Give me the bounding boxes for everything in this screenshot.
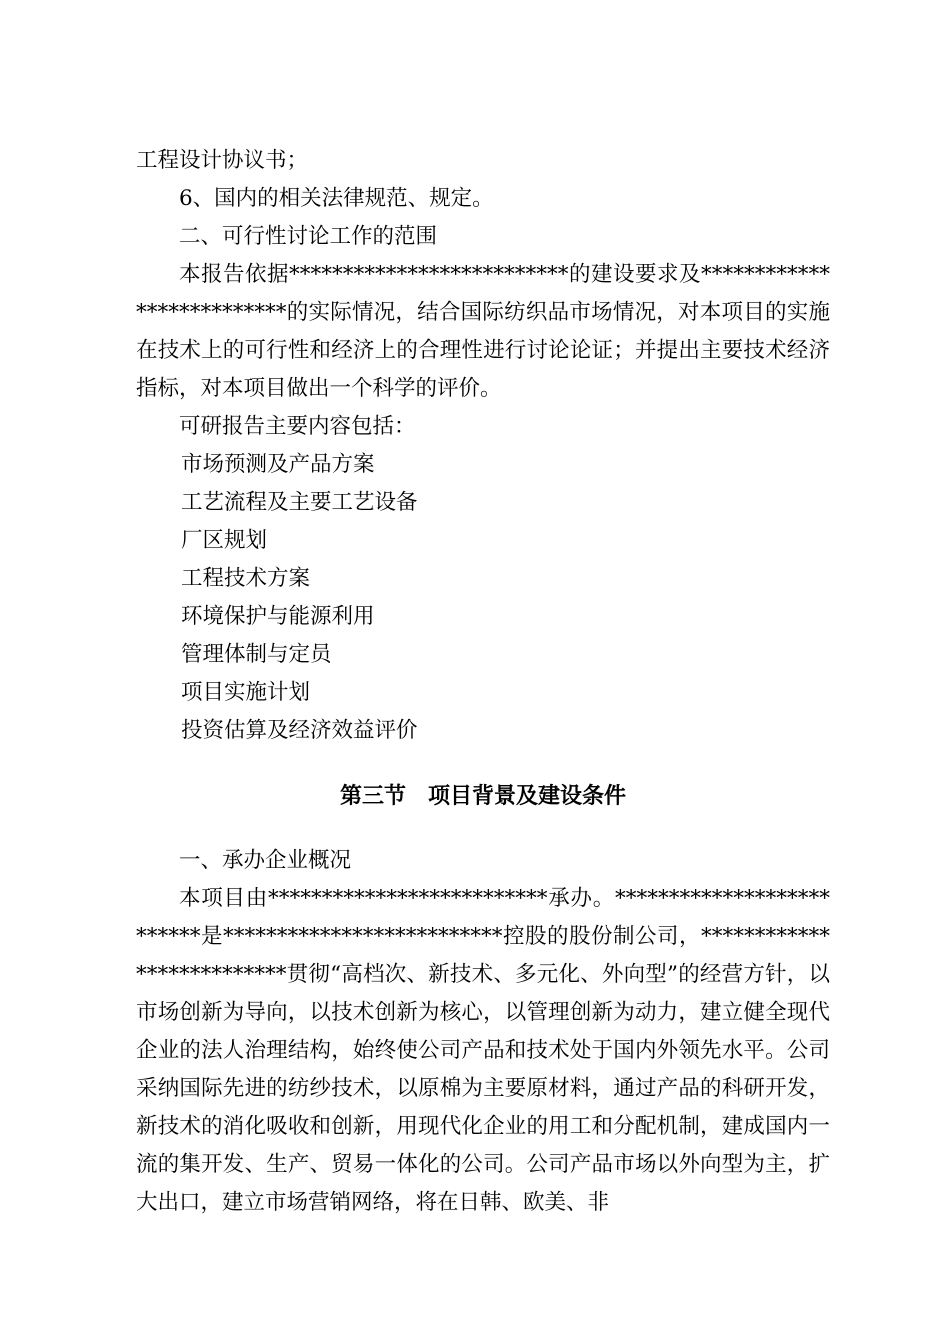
list-item-regulations: 6、国内的相关法律规范、规定。 <box>179 186 494 211</box>
section-title: 第三节 项目背景及建设条件 <box>339 784 626 809</box>
paragraph-report-basis: 本报告依据**************************的建设要求及**************************的实际情况，结合国际纺织品市场情况，对本项目的实施在技术上的可行性和经济上的合理性进行讨论论证；并提出主要技术经济指标，对本项目做出一个科学的评价。 <box>136 262 830 401</box>
contents-item-schedule: 项目实施计划 <box>181 680 311 705</box>
contents-item-management: 管理体制与定员 <box>181 642 332 667</box>
contents-item-market: 市场预测及产品方案 <box>181 452 375 477</box>
document-body <box>136 142 830 1222</box>
subheading-company-overview: 一、承办企业概况 <box>179 848 352 873</box>
contents-item-plant-layout: 厂区规划 <box>181 528 268 553</box>
contents-item-process: 工艺流程及主要工艺设备 <box>181 490 418 515</box>
contents-item-environment: 环境保护与能源利用 <box>181 604 375 629</box>
contents-item-engineering: 工程技术方案 <box>181 566 311 591</box>
subheading-scope: 二、可行性讨论工作的范围 <box>179 224 438 249</box>
text-line-continuation: 工程设计协议书； <box>136 148 309 173</box>
contents-item-investment: 投资估算及经济效益评价 <box>181 718 418 743</box>
paragraph-contents-intro: 可研报告主要内容包括： <box>179 414 416 439</box>
paragraph-company-description: 本项目由**************************承办。**************************是**************************控股的股份制公司，**************************贯彻“高档次、新技术、多元化、外向型”的经营方针，以市场创新为导向，以技术创新为核心，以管理创新为动力，建立健全现代企业的法人治理结构，始终使公司产品和技术处于国内外领先水平。公司采纳国际先进的纺纱技术，以原棉为主要原材料，通过产品的科研开发，新技术的消化吸收和创新，用现代化企业的用工和分配机制，建成国内一流的集开发、生产、贸易一体化的公司。公司产品市场以外向型为主，扩大出口，建立市场营销网络，将在日韩、欧美、非 <box>136 886 830 1215</box>
